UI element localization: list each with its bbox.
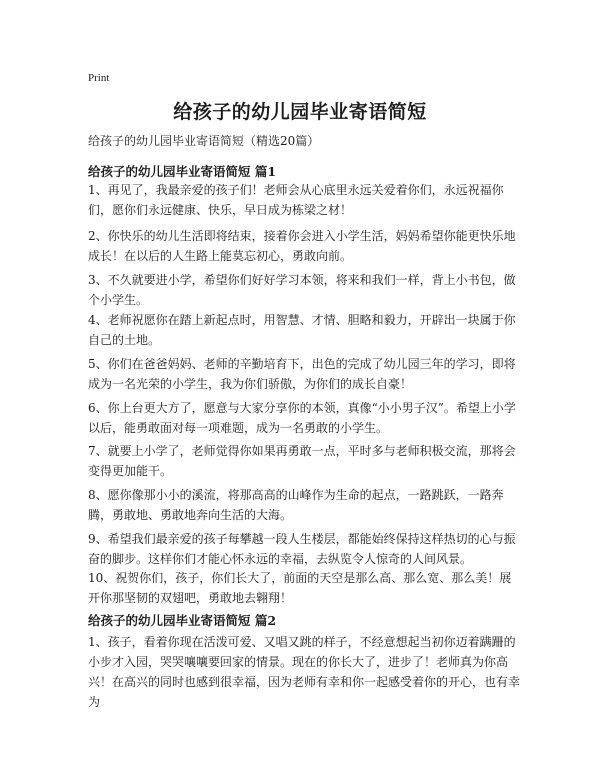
- paragraph-5: 5、你们在爸爸妈妈、老师的辛勤培育下，出色的完成了幼儿园三年的学习，即将成为一名光荣的小学生，我为你们骄傲，为你们的成长自豪！: [88, 357, 516, 391]
- section-heading-1: 给孩子的幼儿园毕业寄语简短 篇1: [88, 164, 277, 179]
- paragraph-9: 9、希望我们最亲爱的孩子每攀越一段人生楼层，都能始终保持这样热切的心与振奋的脚步。这样你们才能心怀永远的幸福，去纵览令人惊奇的人间风景。: [88, 532, 516, 566]
- paragraph-10: 10、祝贺你们，孩子，你们长大了，前面的天空是那么高、那么宽、那么美！展开你那坚韧的双翅吧，勇敢地去翱翔！: [88, 571, 512, 605]
- paragraph-7: 7、就要上小学了，老师觉得你如果再勇敢一点，平时多与老师积极交流，那将会变得更加能干。: [88, 444, 516, 478]
- page-title: 给孩子的幼儿园毕业寄语简短: [173, 101, 427, 123]
- paragraph-8: 8、愿你像那小小的溪流，将那高高的山峰作为生命的起点，一路跳跃，一路奔腾，勇敢地、勇敢地奔向生活的大海。: [88, 488, 504, 522]
- paragraph-4: 4、老师祝愿你在踏上新起点时，用智慧、才情、胆略和毅力，开辟出一块属于你自己的土地。: [88, 313, 516, 347]
- paragraph-1: 1、再见了，我最亲爱的孩子们！老师会从心底里永远关爱着你们，永远祝福你们，愿你们永远健康、快乐，早日成为栋梁之材！: [88, 183, 504, 217]
- paragraph-3: 3、不久就要进小学，希望你们好好学习本领，将来和我们一样，背上小书包，做个小学生。: [88, 273, 516, 307]
- paragraph-6: 6、你上台更大方了，愿意与大家分享你的本领，真像“小小男子汉”。希望上小学以后，能勇敢面对每一项难题，成为一名勇敢的小学生。: [88, 401, 516, 435]
- paragraph-11: 1、孩子，看着你现在活泼可爱、又唱又跳的样子，不经意想起当初你迈着蹒跚的小步才入园，哭哭嚷嚷要回家的情景。现在的你长大了，进步了！老师真为你高兴！在高兴的同时也感到很幸福，因为老师有幸和你一起感受着你的开心，也有幸为: [88, 635, 521, 709]
- section-heading-2: 给孩子的幼儿园毕业寄语简短 篇2: [88, 613, 277, 628]
- print-link[interactable]: Print: [88, 72, 110, 84]
- page-subtitle: 给孩子的幼儿园毕业寄语简短（精选20篇）: [88, 134, 320, 148]
- paragraph-2: 2、你快乐的幼儿生活即将结束，接着你会进入小学生活，妈妈希望你能更快乐地成长！在以后的人生路上能莫忘初心，勇敢向前。: [88, 229, 516, 263]
